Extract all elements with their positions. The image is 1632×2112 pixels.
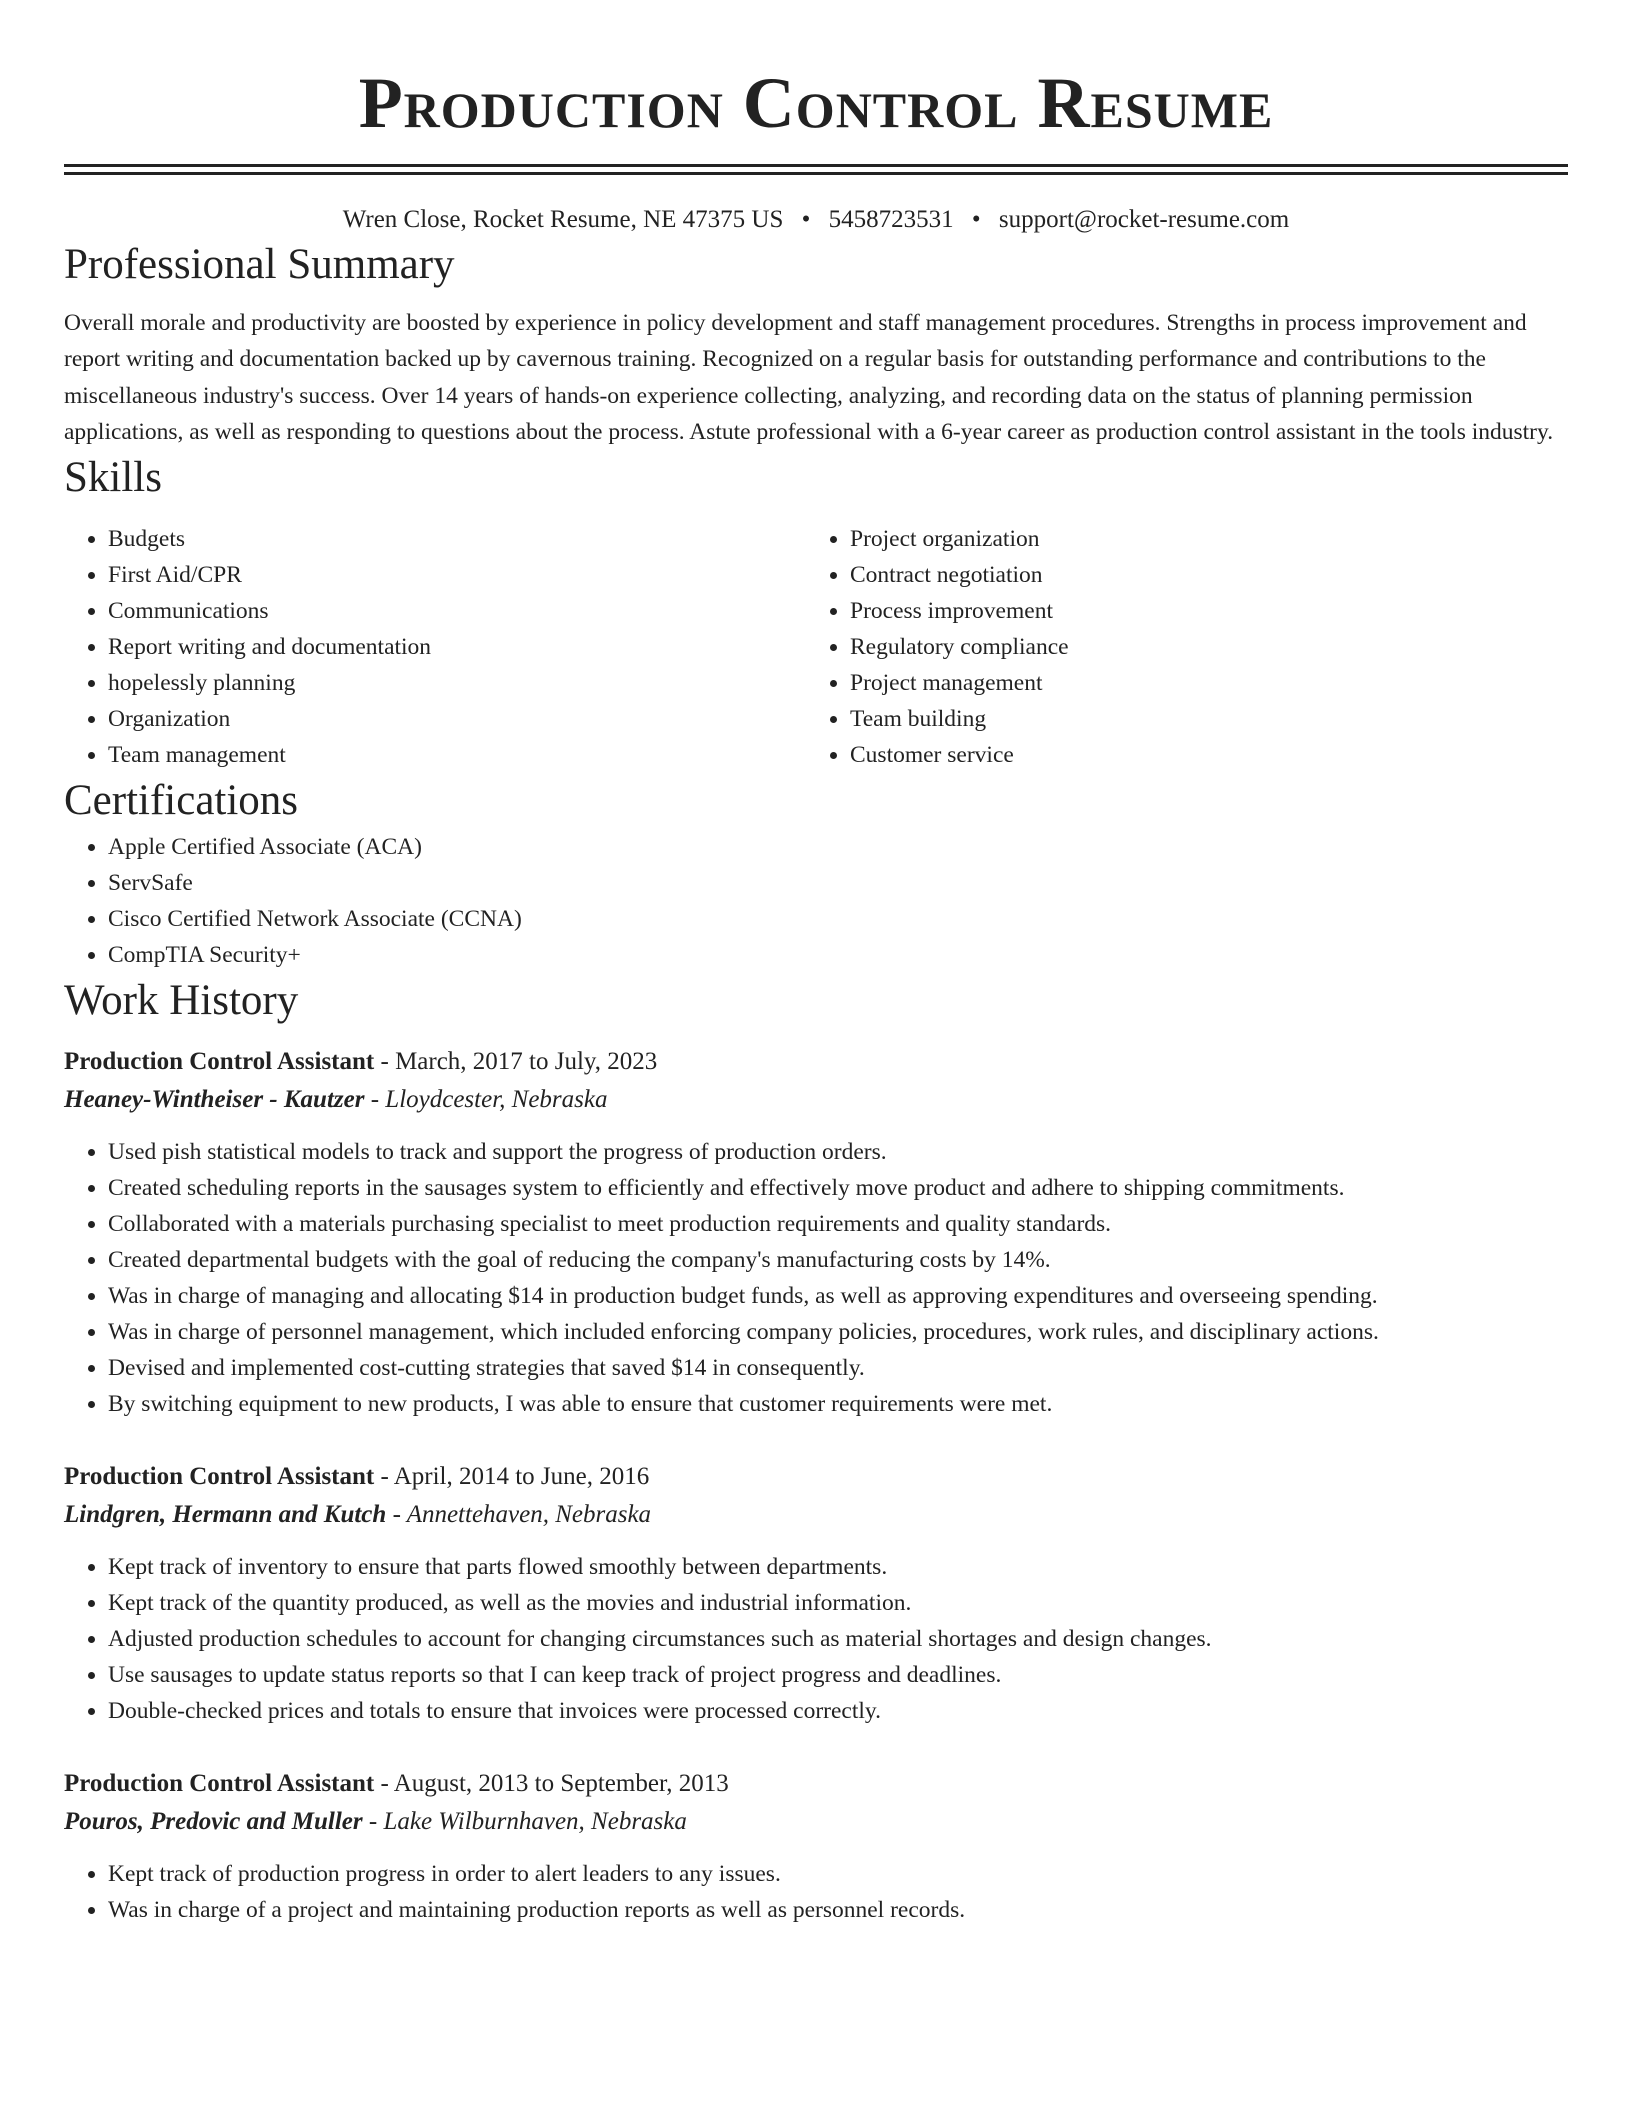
page-title: Production Control Resume bbox=[358, 63, 1274, 143]
job-company: Pouros, Predovic and Muller bbox=[64, 1808, 363, 1836]
job-bullets bbox=[64, 1856, 1568, 1928]
job-role: Production Control Assistant bbox=[64, 1048, 375, 1076]
certification-item: • Cisco Certified Network Associate (CCNA) bbox=[108, 901, 1568, 937]
job-dash: - bbox=[368, 1808, 384, 1836]
job-company-line bbox=[64, 1496, 1568, 1534]
skill-item: • Project management bbox=[850, 665, 1548, 701]
job-dash: - bbox=[392, 1501, 407, 1529]
summary-text: Overall morale and productivity are boosted by experience in policy development and staff management procedures. Strengths in process improvement and report writing and documentation backed up by cavernous training. Recognized on a regular basis for outstanding performance and contributions to the miscellaneous industry's success. Over 14 years of hands-on experience collecting, analyzing, and recording data on the status of planning permission applications, as well as responding to questions about the process. Astute professional with a 6-year career as production control assistant in the tools industry. bbox=[64, 310, 1554, 445]
job-dates: April, 2014 to June, 2016 bbox=[393, 1463, 650, 1491]
job-bullet: • Was in charge of personnel management, which included enforcing company policies, procedures, work rules, and disciplinary actions. bbox=[108, 1314, 1568, 1350]
job-location: Lloydcester, Nebraska bbox=[385, 1086, 608, 1114]
job-bullet: • By switching equipment to new products, I was able to ensure that customer requirements were met. bbox=[108, 1386, 1568, 1422]
job-bullet: • Was in charge of managing and allocating $14 in production budget funds, as well as approving expenditures and overseeing spending. bbox=[108, 1278, 1568, 1314]
skills-heading: Skills bbox=[64, 454, 162, 502]
job-header bbox=[64, 1458, 1568, 1496]
job-company-line bbox=[64, 1081, 1568, 1119]
skill-item: • Team management bbox=[108, 737, 806, 773]
job-bullet: • Kept track of inventory to ensure that parts flowed smoothly between departments. bbox=[108, 1549, 1568, 1585]
job-entry bbox=[64, 1043, 1568, 1422]
job-bullets bbox=[64, 1549, 1568, 1729]
job-bullet: • Used pish statistical models to track and support the progress of production orders. bbox=[108, 1134, 1568, 1170]
skills-list-left bbox=[64, 521, 806, 773]
job-location: Annettehaven, Nebraska bbox=[406, 1501, 652, 1529]
job-bullet: • Was in charge of a project and maintaining production reports as well as personnel records. bbox=[108, 1892, 1568, 1928]
contact-address: Wren Close, Rocket Resume, NE 47375 US bbox=[342, 206, 784, 233]
skill-item: • Process improvement bbox=[850, 593, 1548, 629]
contact-separator: • bbox=[971, 206, 981, 233]
job-dash: - bbox=[380, 1770, 394, 1798]
certifications-heading: Certifications bbox=[64, 777, 299, 825]
job-header bbox=[64, 1765, 1568, 1803]
skills-columns bbox=[64, 521, 1568, 773]
skill-item: • hopelessly planning bbox=[108, 665, 806, 701]
contact-separator: • bbox=[801, 206, 811, 233]
job-bullet: • Collaborated with a materials purchasing specialist to meet production requirements and quality standards. bbox=[108, 1206, 1568, 1242]
skill-item: • Team building bbox=[850, 701, 1548, 737]
contact-email: support@rocket-resume.com bbox=[998, 206, 1290, 233]
job-bullet: • Devised and implemented cost-cutting strategies that saved $14 in consequently. bbox=[108, 1350, 1568, 1386]
job-bullet: • Created scheduling reports in the sausages system to efficiently and effectively move product and adhere to shipping commitments. bbox=[108, 1170, 1568, 1206]
title-divider bbox=[64, 164, 1568, 175]
skill-item: • Communications bbox=[108, 593, 806, 629]
job-entry bbox=[64, 1458, 1568, 1729]
job-dash: - bbox=[380, 1463, 394, 1491]
job-role: Production Control Assistant bbox=[64, 1770, 375, 1798]
job-company: Heaney-Wintheiser - Kautzer bbox=[64, 1086, 365, 1114]
job-company-line bbox=[64, 1803, 1568, 1841]
contact-line bbox=[64, 203, 1568, 237]
certification-item: • ServSafe bbox=[108, 865, 1568, 901]
contact-phone: 5458723531 bbox=[828, 206, 954, 233]
resume-page bbox=[64, 0, 1568, 1928]
skill-item: • Contract negotiation bbox=[850, 557, 1548, 593]
job-dash: - bbox=[370, 1086, 386, 1114]
job-location: Lake Wilburnhaven, Nebraska bbox=[383, 1808, 687, 1836]
job-entry bbox=[64, 1765, 1568, 1928]
skills-list-right bbox=[806, 521, 1548, 773]
skill-item: • Customer service bbox=[850, 737, 1548, 773]
job-dash: - bbox=[380, 1048, 396, 1076]
certifications-list bbox=[64, 829, 1568, 973]
certification-item: • Apple Certified Associate (ACA) bbox=[108, 829, 1568, 865]
skill-item: • Organization bbox=[108, 701, 806, 737]
skill-item: • First Aid/CPR bbox=[108, 557, 806, 593]
job-bullet: • Kept track of production progress in order to alert leaders to any issues. bbox=[108, 1856, 1568, 1892]
job-bullet: • Created departmental budgets with the goal of reducing the company's manufacturing costs by 14%. bbox=[108, 1242, 1568, 1278]
work-history-heading: Work History bbox=[64, 977, 299, 1025]
summary-heading: Professional Summary bbox=[64, 241, 455, 288]
skill-item: • Project organization bbox=[850, 521, 1548, 557]
job-bullet: • Use sausages to update status reports so that I can keep track of project progress and deadlines. bbox=[108, 1657, 1568, 1693]
job-bullet: • Adjusted production schedules to account for changing circumstances such as material shortages and design changes. bbox=[108, 1621, 1568, 1657]
skill-item: • Budgets bbox=[108, 521, 806, 557]
job-bullet: • Double-checked prices and totals to ensure that invoices were processed correctly. bbox=[108, 1693, 1568, 1729]
job-bullets bbox=[64, 1134, 1568, 1422]
skill-item: • Report writing and documentation bbox=[108, 629, 806, 665]
job-dates: August, 2013 to September, 2013 bbox=[393, 1770, 729, 1798]
job-dates: March, 2017 to July, 2023 bbox=[395, 1048, 658, 1076]
job-role: Production Control Assistant bbox=[64, 1463, 375, 1491]
skill-item: • Regulatory compliance bbox=[850, 629, 1548, 665]
job-bullet: • Kept track of the quantity produced, as well as the movies and industrial information. bbox=[108, 1585, 1568, 1621]
certification-item: • CompTIA Security+ bbox=[108, 937, 1568, 973]
job-header bbox=[64, 1043, 1568, 1081]
job-company: Lindgren, Hermann and Kutch bbox=[64, 1501, 387, 1529]
